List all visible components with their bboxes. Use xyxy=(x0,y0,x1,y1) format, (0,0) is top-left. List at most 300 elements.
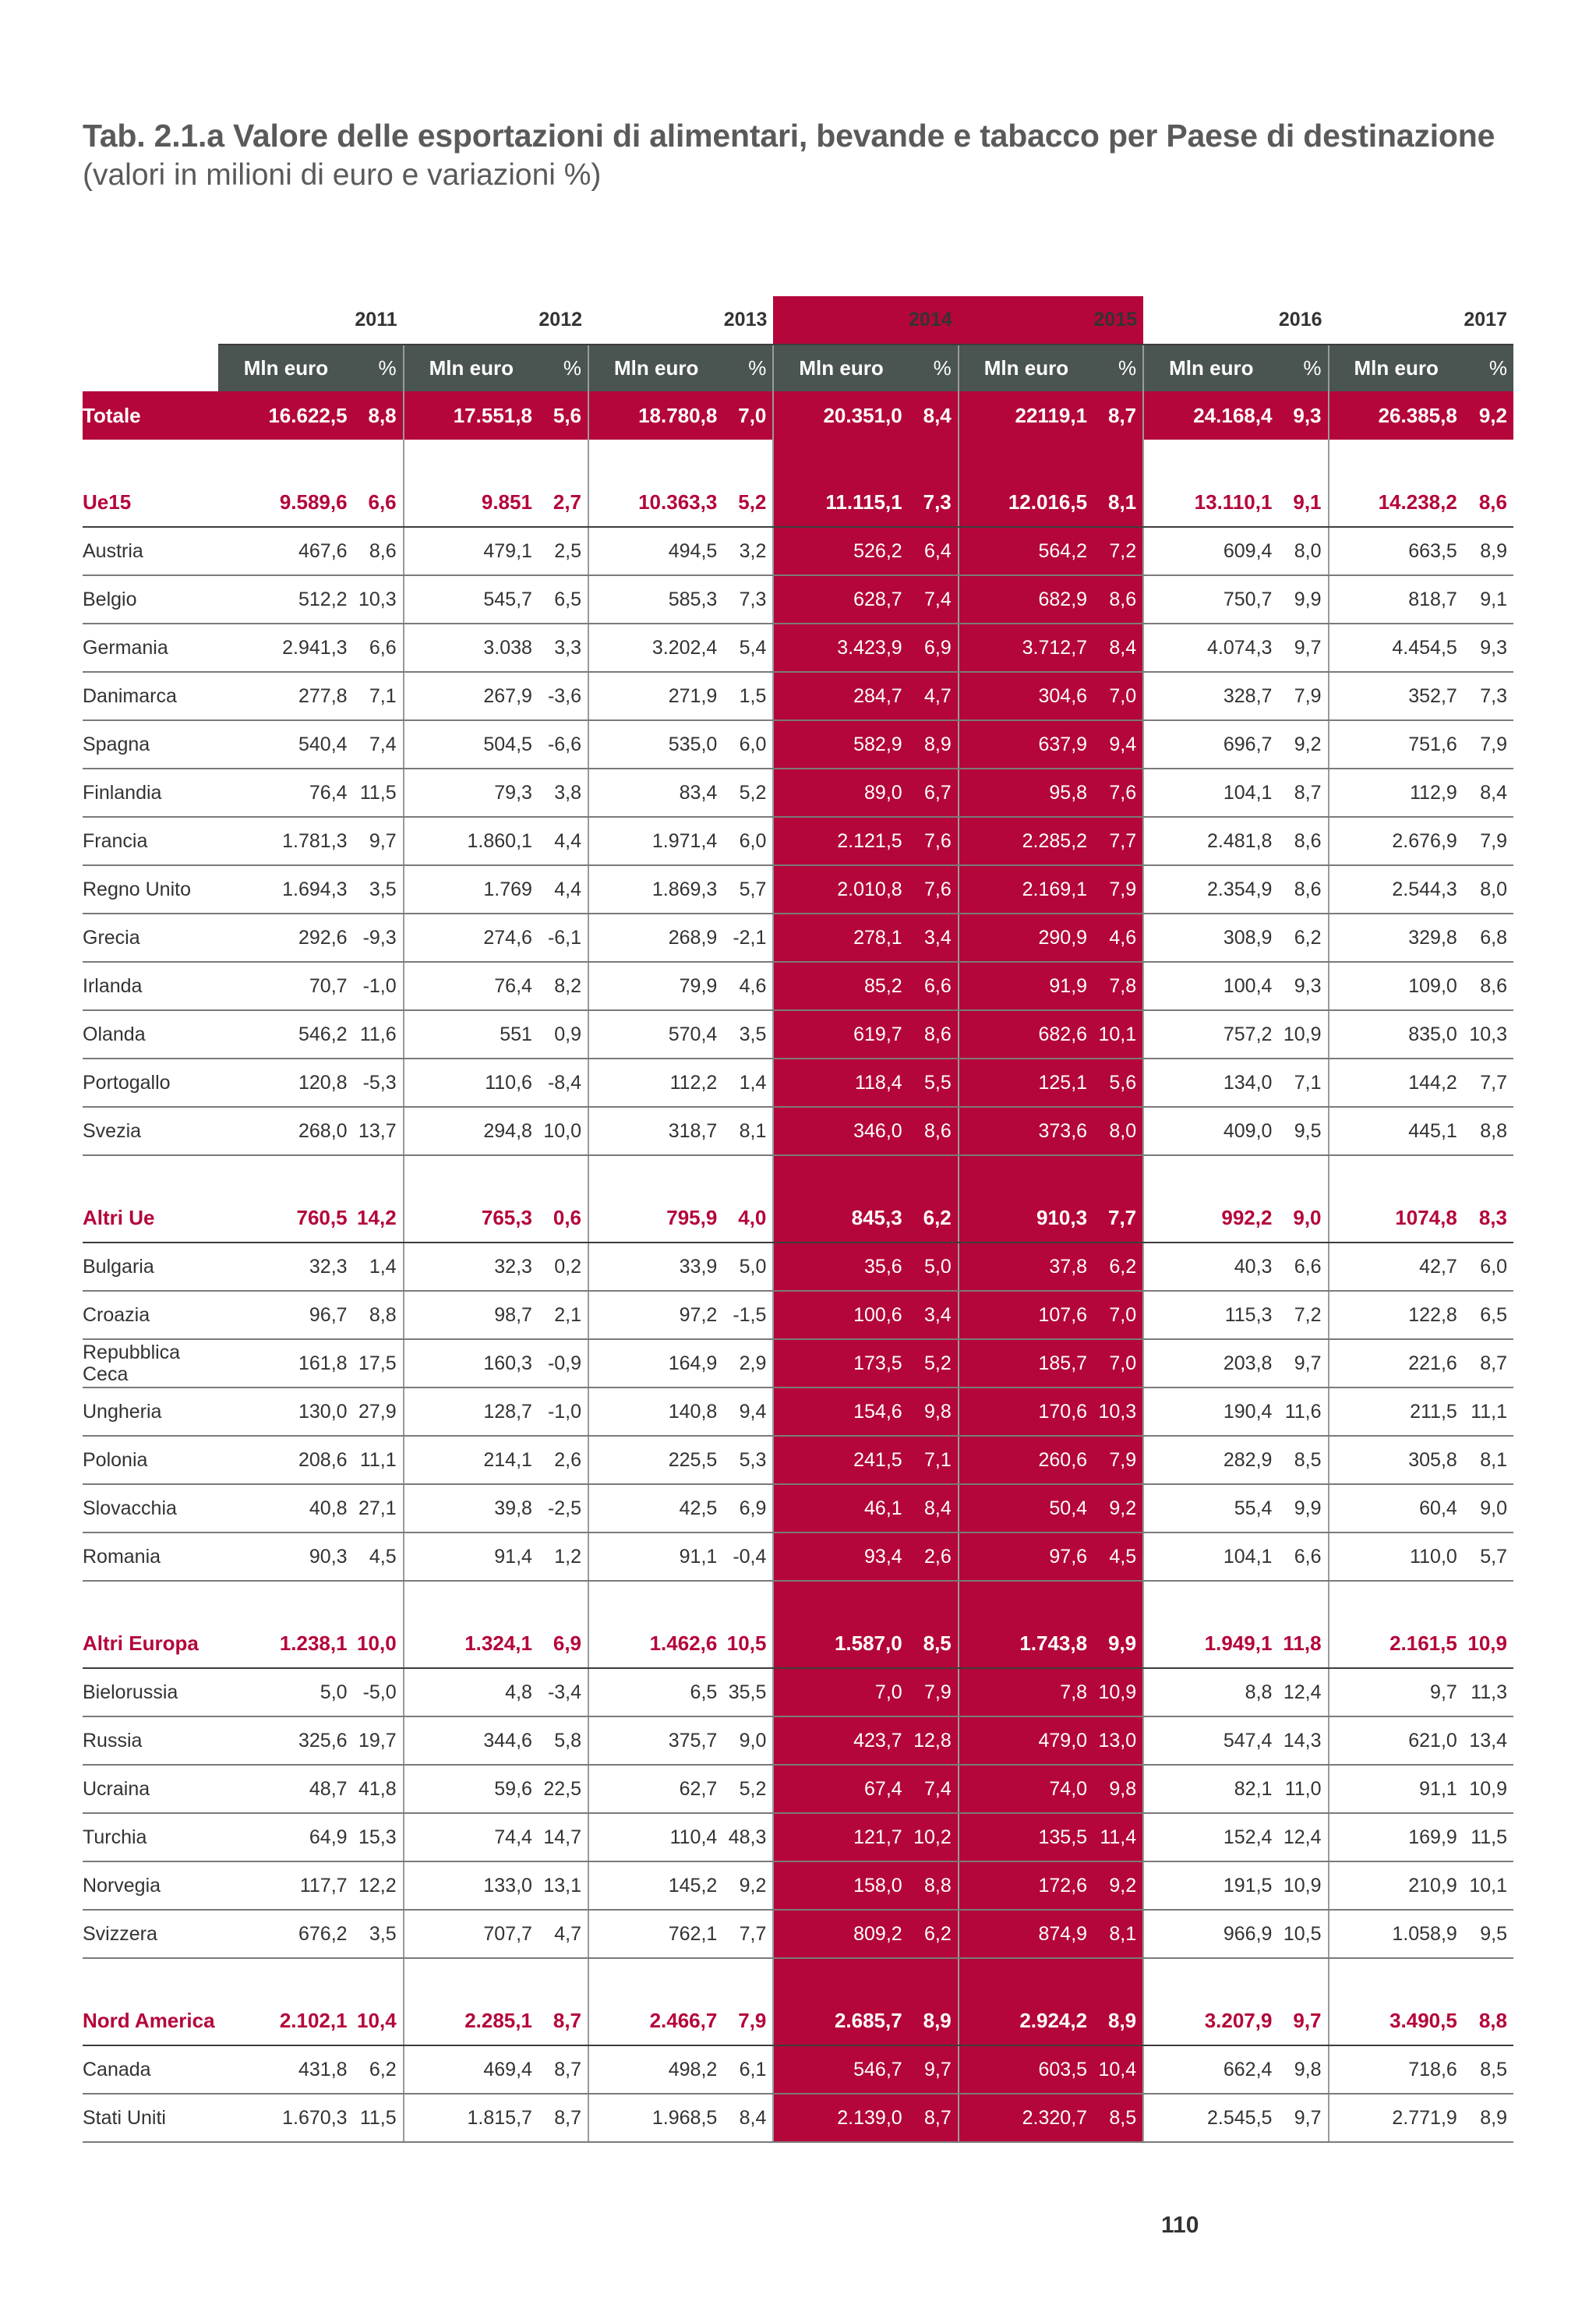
country-label: Romania xyxy=(83,1532,218,1581)
pct-cell-2014: 5,0 xyxy=(909,1243,959,1291)
pct-cell-2013: 5,4 xyxy=(723,624,773,672)
spacer-cell xyxy=(1464,440,1513,479)
value-cell-2011: 5,0 xyxy=(218,1668,353,1716)
pct-cell-2013: -2,1 xyxy=(723,914,773,962)
pct-cell-2011: 10,4 xyxy=(354,1997,404,2045)
country-row xyxy=(83,672,1513,720)
value-cell-2012: 32,3 xyxy=(404,1243,538,1291)
spacer-cell xyxy=(773,1958,908,1997)
country-row xyxy=(83,914,1513,962)
country-row xyxy=(83,817,1513,865)
value-cell-2014: 423,7 xyxy=(773,1716,908,1765)
value-cell-2016: 4.074,3 xyxy=(1143,624,1278,672)
spacer-cell xyxy=(83,1958,218,1997)
value-cell-2016: 203,8 xyxy=(1143,1339,1278,1388)
value-cell-2011: 120,8 xyxy=(218,1059,353,1107)
unit-header-pct: % xyxy=(538,345,588,391)
spacer-cell xyxy=(1143,1958,1278,1997)
pct-cell-2015: 8,0 xyxy=(1093,1107,1143,1155)
value-cell-2017: 221,6 xyxy=(1329,1339,1464,1388)
pct-cell-2016: 10,9 xyxy=(1278,1861,1328,1910)
pct-cell-2016: 9,3 xyxy=(1278,962,1328,1010)
value-cell-2012: 469,4 xyxy=(404,2045,538,2094)
unit-header-mln-euro: Mln euro xyxy=(959,345,1093,391)
value-cell-2014: 35,6 xyxy=(773,1243,908,1291)
pct-cell-2016: 14,3 xyxy=(1278,1716,1328,1765)
value-cell-2012: 344,6 xyxy=(404,1716,538,1765)
value-cell-2017: 42,7 xyxy=(1329,1243,1464,1291)
pct-cell-2015: 8,1 xyxy=(1093,479,1143,527)
pct-cell-2011: 9,7 xyxy=(354,817,404,865)
value-cell-2017: 60,4 xyxy=(1329,1484,1464,1532)
pct-cell-2014: 7,6 xyxy=(909,817,959,865)
value-cell-2012: 133,0 xyxy=(404,1861,538,1910)
pct-cell-2015: 7,7 xyxy=(1093,1194,1143,1243)
value-cell-2016: 40,3 xyxy=(1143,1243,1278,1291)
country-label: Slovacchia xyxy=(83,1484,218,1532)
value-cell-2012: 551 xyxy=(404,1010,538,1059)
value-cell-2014: 619,7 xyxy=(773,1010,908,1059)
unit-header-pct: % xyxy=(1464,345,1513,391)
value-cell-2017: 14.238,2 xyxy=(1329,479,1464,527)
spacer-cell xyxy=(959,1581,1093,1620)
value-cell-2013: 498,2 xyxy=(588,2045,723,2094)
pct-cell-2017: 11,5 xyxy=(1464,1813,1513,1861)
spacer-cell xyxy=(354,1581,404,1620)
country-row xyxy=(83,1910,1513,1958)
pct-cell-2013: 2,9 xyxy=(723,1339,773,1388)
value-cell-2012: 39,8 xyxy=(404,1484,538,1532)
value-cell-2013: 140,8 xyxy=(588,1388,723,1436)
pct-cell-2014: 7,9 xyxy=(909,1668,959,1716)
value-cell-2013: 3.202,4 xyxy=(588,624,723,672)
value-cell-2015: 172,6 xyxy=(959,1861,1093,1910)
pct-cell-2011: 11,5 xyxy=(354,769,404,817)
value-cell-2017: 352,7 xyxy=(1329,672,1464,720)
pct-cell-2011: -5,0 xyxy=(354,1668,404,1716)
pct-cell-2015: 9,4 xyxy=(1093,720,1143,769)
spacer-cell xyxy=(218,1958,353,1997)
value-cell-2013: 2.466,7 xyxy=(588,1997,723,2045)
value-cell-2011: 292,6 xyxy=(218,914,353,962)
value-cell-2012: 274,6 xyxy=(404,914,538,962)
value-cell-2013: 83,4 xyxy=(588,769,723,817)
pct-cell-2013: 1,4 xyxy=(723,1059,773,1107)
value-cell-2013: 1.968,5 xyxy=(588,2094,723,2142)
total-label: Totale xyxy=(83,391,218,440)
country-row xyxy=(83,1484,1513,1532)
pct-cell-2013: -1,5 xyxy=(723,1291,773,1339)
pct-cell-2016: 9,7 xyxy=(1278,2094,1328,2142)
pct-cell-2012: 10,0 xyxy=(538,1107,588,1155)
pct-cell-2011: 1,4 xyxy=(354,1243,404,1291)
value-cell-2013: 1.869,3 xyxy=(588,865,723,914)
value-cell-2016: 190,4 xyxy=(1143,1388,1278,1436)
value-cell-2013: 62,7 xyxy=(588,1765,723,1813)
value-cell-2016: 8,8 xyxy=(1143,1668,1278,1716)
pct-cell-2011: 12,2 xyxy=(354,1861,404,1910)
value-cell-2011: 16.622,5 xyxy=(218,391,353,440)
unit-header-pct: % xyxy=(1093,345,1143,391)
value-cell-2015: 135,5 xyxy=(959,1813,1093,1861)
value-cell-2013: 494,5 xyxy=(588,527,723,575)
pct-cell-2011: 15,3 xyxy=(354,1813,404,1861)
pct-cell-2017: 6,0 xyxy=(1464,1243,1513,1291)
value-cell-2015: 910,3 xyxy=(959,1194,1093,1243)
pct-cell-2014: 7,4 xyxy=(909,575,959,624)
pct-cell-2011: -1,0 xyxy=(354,962,404,1010)
spacer-cell xyxy=(959,440,1093,479)
country-label: Ungheria xyxy=(83,1388,218,1436)
value-cell-2012: 214,1 xyxy=(404,1436,538,1484)
spacer-cell xyxy=(538,440,588,479)
pct-cell-2014: 12,8 xyxy=(909,1716,959,1765)
value-cell-2012: 2.285,1 xyxy=(404,1997,538,2045)
value-cell-2012: 160,3 xyxy=(404,1339,538,1388)
pct-cell-2016: 8,6 xyxy=(1278,817,1328,865)
value-cell-2014: 93,4 xyxy=(773,1532,908,1581)
value-cell-2016: 409,0 xyxy=(1143,1107,1278,1155)
value-cell-2014: 809,2 xyxy=(773,1910,908,1958)
pct-cell-2014: 8,6 xyxy=(909,1010,959,1059)
value-cell-2012: 1.815,7 xyxy=(404,2094,538,2142)
value-cell-2011: 277,8 xyxy=(218,672,353,720)
pct-cell-2013: 6,1 xyxy=(723,2045,773,2094)
value-cell-2017: 718,6 xyxy=(1329,2045,1464,2094)
country-label: Bulgaria xyxy=(83,1243,218,1291)
pct-cell-2016: 9,7 xyxy=(1278,1339,1328,1388)
year-header-2013: 2013 xyxy=(588,296,773,345)
pct-cell-2013: 48,3 xyxy=(723,1813,773,1861)
pct-cell-2013: 6,9 xyxy=(723,1484,773,1532)
value-cell-2016: 3.207,9 xyxy=(1143,1997,1278,2045)
pct-cell-2016: 9,9 xyxy=(1278,575,1328,624)
pct-cell-2017: 8,7 xyxy=(1464,1339,1513,1388)
pct-cell-2017: 7,7 xyxy=(1464,1059,1513,1107)
value-cell-2017: 210,9 xyxy=(1329,1861,1464,1910)
value-cell-2011: 48,7 xyxy=(218,1765,353,1813)
pct-cell-2015: 8,5 xyxy=(1093,2094,1143,2142)
pct-cell-2013: 6,0 xyxy=(723,720,773,769)
value-cell-2014: 1.587,0 xyxy=(773,1620,908,1668)
pct-cell-2016: 11,8 xyxy=(1278,1620,1328,1668)
group-row xyxy=(83,1194,1513,1243)
value-cell-2015: 125,1 xyxy=(959,1059,1093,1107)
value-cell-2011: 546,2 xyxy=(218,1010,353,1059)
page-number: 110 xyxy=(1161,2212,1199,2238)
value-cell-2012: 110,6 xyxy=(404,1059,538,1107)
pct-cell-2017: 8,9 xyxy=(1464,527,1513,575)
country-label: Norvegia xyxy=(83,1861,218,1910)
pct-cell-2015: 9,8 xyxy=(1093,1765,1143,1813)
pct-cell-2015: 8,4 xyxy=(1093,624,1143,672)
pct-cell-2011: 8,8 xyxy=(354,391,404,440)
pct-cell-2015: 8,1 xyxy=(1093,1910,1143,1958)
value-cell-2016: 966,9 xyxy=(1143,1910,1278,1958)
country-row xyxy=(83,1716,1513,1765)
value-cell-2015: 7,8 xyxy=(959,1668,1093,1716)
pct-cell-2017: 7,3 xyxy=(1464,672,1513,720)
pct-cell-2012: 2,7 xyxy=(538,479,588,527)
pct-cell-2013: 5,7 xyxy=(723,865,773,914)
value-cell-2013: 33,9 xyxy=(588,1243,723,1291)
country-label: Francia xyxy=(83,817,218,865)
pct-cell-2014: 5,5 xyxy=(909,1059,959,1107)
pct-cell-2012: -6,6 xyxy=(538,720,588,769)
unit-header-mln-euro: Mln euro xyxy=(404,345,538,391)
unit-header-mln-euro: Mln euro xyxy=(218,345,353,391)
pct-cell-2013: 7,9 xyxy=(723,1997,773,2045)
value-cell-2013: 570,4 xyxy=(588,1010,723,1059)
spacer-cell xyxy=(959,1155,1093,1194)
value-cell-2014: 154,6 xyxy=(773,1388,908,1436)
value-cell-2016: 104,1 xyxy=(1143,1532,1278,1581)
value-cell-2012: 91,4 xyxy=(404,1532,538,1581)
spacer-row xyxy=(83,1581,1513,1620)
value-cell-2016: 152,4 xyxy=(1143,1813,1278,1861)
pct-cell-2017: 6,5 xyxy=(1464,1291,1513,1339)
pct-cell-2011: 8,6 xyxy=(354,527,404,575)
value-cell-2017: 329,8 xyxy=(1329,914,1464,962)
pct-cell-2011: -9,3 xyxy=(354,914,404,962)
pct-cell-2016: 7,1 xyxy=(1278,1059,1328,1107)
value-cell-2016: 13.110,1 xyxy=(1143,479,1278,527)
value-cell-2015: 2.285,2 xyxy=(959,817,1093,865)
pct-cell-2015: 10,1 xyxy=(1093,1010,1143,1059)
value-cell-2015: 91,9 xyxy=(959,962,1093,1010)
pct-cell-2011: 11,6 xyxy=(354,1010,404,1059)
pct-cell-2012: 3,3 xyxy=(538,624,588,672)
value-cell-2011: 2.941,3 xyxy=(218,624,353,672)
pct-cell-2011: 11,1 xyxy=(354,1436,404,1484)
pct-cell-2013: 7,3 xyxy=(723,575,773,624)
country-label: Bielorussia xyxy=(83,1668,218,1716)
pct-cell-2017: 8,5 xyxy=(1464,2045,1513,2094)
value-cell-2013: 271,9 xyxy=(588,672,723,720)
pct-cell-2017: 7,9 xyxy=(1464,817,1513,865)
pct-cell-2012: 1,2 xyxy=(538,1532,588,1581)
pct-cell-2014: 7,4 xyxy=(909,1765,959,1813)
pct-cell-2016: 8,5 xyxy=(1278,1436,1328,1484)
value-cell-2012: 1.860,1 xyxy=(404,817,538,865)
pct-cell-2011: 14,2 xyxy=(354,1194,404,1243)
total-row xyxy=(83,391,1513,440)
pct-cell-2015: 9,2 xyxy=(1093,1861,1143,1910)
pct-cell-2015: 13,0 xyxy=(1093,1716,1143,1765)
pct-cell-2012: 4,4 xyxy=(538,865,588,914)
value-cell-2014: 2.121,5 xyxy=(773,817,908,865)
value-cell-2011: 1.694,3 xyxy=(218,865,353,914)
value-cell-2013: 164,9 xyxy=(588,1339,723,1388)
value-cell-2013: 795,9 xyxy=(588,1194,723,1243)
pct-cell-2015: 7,6 xyxy=(1093,769,1143,817)
pct-cell-2017: 11,3 xyxy=(1464,1668,1513,1716)
pct-cell-2011: 10,3 xyxy=(354,575,404,624)
pct-cell-2017: 9,0 xyxy=(1464,1484,1513,1532)
value-cell-2014: 158,0 xyxy=(773,1861,908,1910)
pct-cell-2014: 6,2 xyxy=(909,1910,959,1958)
country-row xyxy=(83,1861,1513,1910)
value-cell-2013: 6,5 xyxy=(588,1668,723,1716)
spacer-cell xyxy=(83,440,218,479)
pct-cell-2017: 6,8 xyxy=(1464,914,1513,962)
group-row xyxy=(83,1620,1513,1668)
value-cell-2014: 11.115,1 xyxy=(773,479,908,527)
pct-cell-2016: 7,2 xyxy=(1278,1291,1328,1339)
pct-cell-2013: 35,5 xyxy=(723,1668,773,1716)
value-cell-2012: 479,1 xyxy=(404,527,538,575)
value-cell-2016: 2.545,5 xyxy=(1143,2094,1278,2142)
pct-cell-2011: 3,5 xyxy=(354,865,404,914)
unit-header-pct: % xyxy=(723,345,773,391)
table-title: Tab. 2.1.a Valore delle esportazioni di alimentari, bevande e tabacco per Paese di destinazione xyxy=(83,118,1495,154)
value-cell-2011: 1.238,1 xyxy=(218,1620,353,1668)
pct-cell-2016: 10,5 xyxy=(1278,1910,1328,1958)
spacer-cell xyxy=(1278,440,1328,479)
value-cell-2017: 109,0 xyxy=(1329,962,1464,1010)
pct-cell-2012: 0,6 xyxy=(538,1194,588,1243)
value-cell-2013: 1.462,6 xyxy=(588,1620,723,1668)
value-cell-2014: 173,5 xyxy=(773,1339,908,1388)
country-label: Polonia xyxy=(83,1436,218,1484)
pct-cell-2012: 6,5 xyxy=(538,575,588,624)
spacer-cell xyxy=(404,440,538,479)
value-cell-2014: 628,7 xyxy=(773,575,908,624)
pct-cell-2012: 4,7 xyxy=(538,1910,588,1958)
country-label: Grecia xyxy=(83,914,218,962)
value-cell-2013: 268,9 xyxy=(588,914,723,962)
value-cell-2012: 98,7 xyxy=(404,1291,538,1339)
value-cell-2015: 637,9 xyxy=(959,720,1093,769)
pct-cell-2011: 27,1 xyxy=(354,1484,404,1532)
pct-cell-2016: 6,6 xyxy=(1278,1243,1328,1291)
country-row xyxy=(83,1010,1513,1059)
year-header-row xyxy=(83,296,1513,345)
year-header-2016: 2016 xyxy=(1143,296,1328,345)
group-label: Ue15 xyxy=(83,479,218,527)
value-cell-2011: 208,6 xyxy=(218,1436,353,1484)
pct-cell-2017: 8,8 xyxy=(1464,1997,1513,2045)
pct-cell-2013: 5,2 xyxy=(723,479,773,527)
pct-cell-2016: 11,6 xyxy=(1278,1388,1328,1436)
unit-header-row xyxy=(83,345,1513,391)
pct-cell-2011: 19,7 xyxy=(354,1716,404,1765)
pct-cell-2017: 5,7 xyxy=(1464,1532,1513,1581)
value-cell-2011: 760,5 xyxy=(218,1194,353,1243)
pct-cell-2016: 8,7 xyxy=(1278,769,1328,817)
country-label: Olanda xyxy=(83,1010,218,1059)
pct-cell-2011: 17,5 xyxy=(354,1339,404,1388)
value-cell-2011: 512,2 xyxy=(218,575,353,624)
pct-cell-2016: 9,2 xyxy=(1278,720,1328,769)
value-cell-2017: 663,5 xyxy=(1329,527,1464,575)
country-row xyxy=(83,624,1513,672)
value-cell-2016: 2.354,9 xyxy=(1143,865,1278,914)
value-cell-2017: 144,2 xyxy=(1329,1059,1464,1107)
spacer-cell xyxy=(773,1155,908,1194)
pct-cell-2013: 4,6 xyxy=(723,962,773,1010)
country-label: Irlanda xyxy=(83,962,218,1010)
pct-cell-2014: 2,6 xyxy=(909,1532,959,1581)
spacer-cell xyxy=(588,1958,723,1997)
pct-cell-2013: 10,5 xyxy=(723,1620,773,1668)
value-cell-2016: 328,7 xyxy=(1143,672,1278,720)
value-cell-2017: 818,7 xyxy=(1329,575,1464,624)
spacer-cell xyxy=(1329,1958,1464,1997)
value-cell-2013: 1.971,4 xyxy=(588,817,723,865)
value-cell-2017: 1074,8 xyxy=(1329,1194,1464,1243)
value-cell-2011: 540,4 xyxy=(218,720,353,769)
value-cell-2016: 757,2 xyxy=(1143,1010,1278,1059)
pct-cell-2014: 8,9 xyxy=(909,1997,959,2045)
value-cell-2016: 104,1 xyxy=(1143,769,1278,817)
country-row xyxy=(83,1339,1513,1388)
pct-cell-2013: 7,0 xyxy=(723,391,773,440)
value-cell-2014: 67,4 xyxy=(773,1765,908,1813)
pct-cell-2017: 8,0 xyxy=(1464,865,1513,914)
value-cell-2017: 1.058,9 xyxy=(1329,1910,1464,1958)
country-row xyxy=(83,1243,1513,1291)
pct-cell-2017: 8,4 xyxy=(1464,769,1513,817)
pct-cell-2015: 7,0 xyxy=(1093,1291,1143,1339)
spacer-cell xyxy=(218,1155,353,1194)
pct-cell-2011: -5,3 xyxy=(354,1059,404,1107)
spacer-cell xyxy=(773,1581,908,1620)
value-cell-2013: 97,2 xyxy=(588,1291,723,1339)
value-cell-2012: 4,8 xyxy=(404,1668,538,1716)
pct-cell-2013: 5,3 xyxy=(723,1436,773,1484)
pct-cell-2015: 4,6 xyxy=(1093,914,1143,962)
pct-cell-2012: 5,6 xyxy=(538,391,588,440)
pct-cell-2012: -3,6 xyxy=(538,672,588,720)
pct-cell-2015: 7,7 xyxy=(1093,817,1143,865)
value-cell-2011: 96,7 xyxy=(218,1291,353,1339)
value-cell-2012: 267,9 xyxy=(404,672,538,720)
pct-cell-2011: 7,4 xyxy=(354,720,404,769)
unit-header-mln-euro: Mln euro xyxy=(588,345,723,391)
country-row xyxy=(83,2094,1513,2142)
value-cell-2015: 95,8 xyxy=(959,769,1093,817)
year-header-blank xyxy=(83,296,218,345)
value-cell-2014: 582,9 xyxy=(773,720,908,769)
pct-cell-2014: 4,7 xyxy=(909,672,959,720)
pct-cell-2013: 5,2 xyxy=(723,769,773,817)
value-cell-2016: 134,0 xyxy=(1143,1059,1278,1107)
country-row xyxy=(83,1668,1513,1716)
value-cell-2011: 64,9 xyxy=(218,1813,353,1861)
table-title-block xyxy=(83,115,1548,195)
value-cell-2017: 112,9 xyxy=(1329,769,1464,817)
country-row xyxy=(83,1107,1513,1155)
value-cell-2015: 2.924,2 xyxy=(959,1997,1093,2045)
value-cell-2015: 603,5 xyxy=(959,2045,1093,2094)
value-cell-2014: 845,3 xyxy=(773,1194,908,1243)
value-cell-2014: 118,4 xyxy=(773,1059,908,1107)
value-cell-2014: 2.010,8 xyxy=(773,865,908,914)
country-label: Ucraina xyxy=(83,1765,218,1813)
pct-cell-2014: 3,4 xyxy=(909,914,959,962)
value-cell-2013: 110,4 xyxy=(588,1813,723,1861)
spacer-cell xyxy=(1278,1581,1328,1620)
pct-cell-2014: 8,4 xyxy=(909,391,959,440)
country-row xyxy=(83,720,1513,769)
value-cell-2015: 564,2 xyxy=(959,527,1093,575)
export-table-container xyxy=(83,296,1513,2143)
value-cell-2017: 2.676,9 xyxy=(1329,817,1464,865)
value-cell-2012: 128,7 xyxy=(404,1388,538,1436)
country-label: Spagna xyxy=(83,720,218,769)
country-row xyxy=(83,1388,1513,1436)
